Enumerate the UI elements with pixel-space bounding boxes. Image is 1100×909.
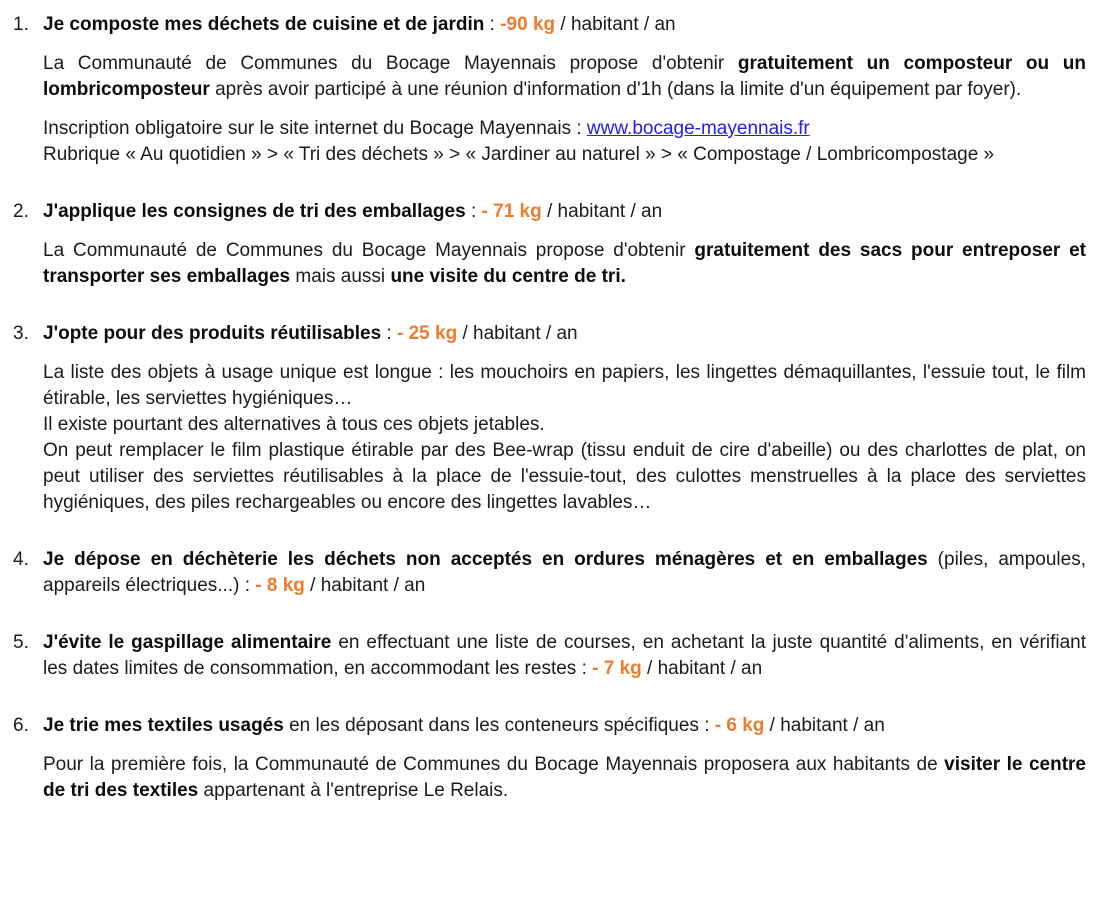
- text-run: gratuitement un composteur ou un lombricomposteur: [43, 53, 1087, 100]
- item-number: 5.: [13, 632, 29, 653]
- text-run: :: [381, 323, 397, 344]
- paragraph: [43, 51, 1086, 103]
- item-detail-block: [43, 116, 1086, 168]
- savings-value: - 8 kg: [255, 575, 305, 596]
- savings-value: - 71 kg: [481, 201, 542, 222]
- text-run: / habitant / an: [764, 715, 885, 736]
- item-detail-block: [43, 51, 1086, 103]
- text-run: J'applique les consignes de tri des emballages: [43, 201, 466, 222]
- text-run: La liste des objets à usage unique est longue : les mouchoirs en papiers, les lingettes démaquillantes, l'essuie tout, le film étirable, les serviettes hygiéniques…: [43, 362, 1086, 409]
- text-run: Pour la première fois, la Communauté de Communes du Bocage Mayennais proposera aux habitants de: [43, 754, 945, 775]
- list-item: [13, 321, 1086, 516]
- text-run: (piles, ampoules, appareils électriques...) :: [43, 549, 1086, 596]
- text-run: Il existe pourtant des alternatives à tous ces objets jetables.: [43, 414, 545, 435]
- text-run: gratuitement des sacs pour entreposer et transporter ses emballages: [43, 240, 1086, 287]
- item-heading: [43, 630, 1086, 682]
- item-heading: [43, 713, 1086, 739]
- text-run: mais aussi: [290, 266, 391, 287]
- item-detail-block: [43, 238, 1086, 290]
- item-number: 3.: [13, 323, 29, 344]
- text-run: après avoir participé à une réunion d'information d'1h (dans la limite d'un équipement par foyer).: [209, 79, 1022, 100]
- paragraph: [43, 752, 1086, 804]
- item-heading: [43, 321, 1086, 347]
- text-run: :: [484, 14, 501, 35]
- website-link[interactable]: www.bocage-mayennais.fr: [586, 118, 810, 139]
- paragraph: [43, 238, 1086, 290]
- text-run: J'opte pour des produits réutilisables: [43, 323, 382, 344]
- paragraph: [43, 412, 1086, 438]
- item-number: 6.: [13, 715, 29, 736]
- list-item: [13, 713, 1086, 804]
- list-item: [13, 630, 1086, 682]
- text-run: :: [465, 201, 482, 222]
- text-run: Je trie mes textiles usagés: [43, 715, 284, 736]
- item-detail-block: [43, 360, 1086, 516]
- item-number: 4.: [13, 549, 29, 570]
- savings-value: - 6 kg: [714, 715, 765, 736]
- text-run: en effectuant une liste de courses, en achetant la juste quantité d'aliments, en vérifiant les dates limites de consommation, en accommodant les restes :: [43, 632, 1086, 679]
- text-run: visiter le centre de tri des textiles: [43, 754, 1086, 801]
- paragraph: [43, 438, 1086, 516]
- text-run: Rubrique « Au quotidien » > « Tri des déchets » > « Jardiner au naturel » > « Compostage / Lombricompostage »: [43, 144, 995, 165]
- text-run: La Communauté de Communes du Bocage Mayennais propose d'obtenir: [43, 53, 738, 74]
- item-detail-block: [43, 752, 1086, 804]
- reduction-actions-list: [13, 12, 1086, 804]
- text-run: Inscription obligatoire sur le site internet du Bocage Mayennais :: [43, 118, 587, 139]
- text-run: J'évite le gaspillage alimentaire: [43, 632, 332, 653]
- paragraph: [43, 360, 1086, 412]
- text-run: / habitant / an: [541, 201, 663, 222]
- savings-value: - 7 kg: [592, 658, 642, 679]
- item-number: 2.: [13, 201, 29, 222]
- savings-value: - 25 kg: [396, 323, 458, 344]
- item-heading: [43, 12, 1086, 38]
- item-number: 1.: [13, 14, 29, 35]
- item-heading: [43, 547, 1086, 599]
- text-run: La Communauté de Communes du Bocage Mayennais propose d'obtenir: [43, 240, 695, 261]
- text-run: / habitant / an: [641, 658, 763, 679]
- paragraph: [43, 116, 1086, 142]
- text-run: / habitant / an: [555, 14, 676, 35]
- text-run: en les déposant dans les conteneurs spécifiques :: [283, 715, 715, 736]
- list-item: [13, 12, 1086, 168]
- item-heading: [43, 199, 1086, 225]
- text-run: Je composte mes déchets de cuisine et de jardin: [43, 14, 485, 35]
- list-item: [13, 199, 1086, 290]
- text-run: une visite du centre de tri.: [390, 266, 626, 287]
- text-run: appartenant à l'entreprise Le Relais.: [198, 780, 509, 801]
- text-run: / habitant / an: [457, 323, 578, 344]
- list-item: [13, 547, 1086, 599]
- text-run: / habitant / an: [304, 575, 426, 596]
- paragraph: [43, 142, 1086, 168]
- savings-value: -90 kg: [500, 14, 556, 35]
- text-run: Je dépose en déchèterie les déchets non acceptés en ordures ménagères et en emballages: [43, 549, 928, 570]
- text-run: On peut remplacer le film plastique étirable par des Bee-wrap (tissu enduit de cire d'abeille) ou des charlottes de plat, on peut utiliser des serviettes réutilisables à la place de l'essuie-tout, des culottes menstruelles à la place des serviettes hygiéniques, des piles rechargeables ou encore des lingettes lavables…: [43, 440, 1086, 513]
